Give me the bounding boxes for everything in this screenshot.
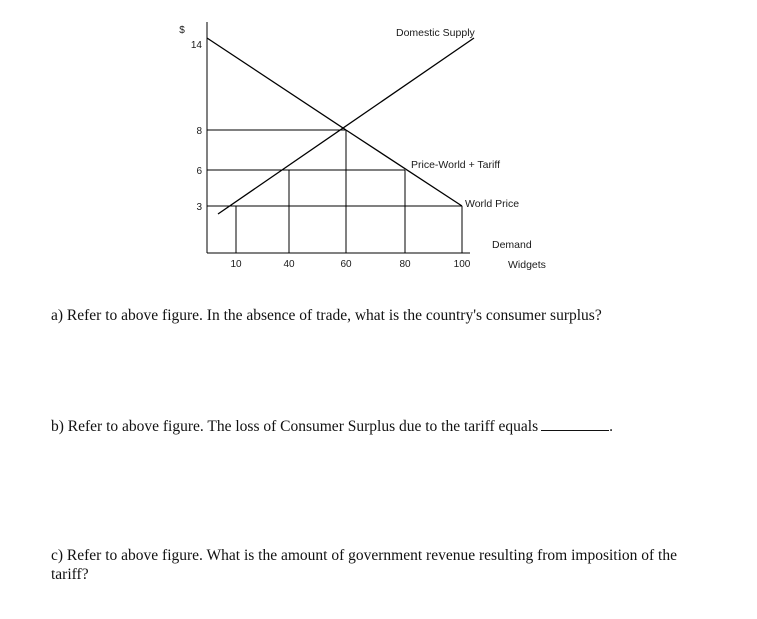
y-tick-8: 8 [196,126,202,137]
question-b-period: . [609,418,614,435]
x-tick-80: 80 [399,259,411,270]
question-a-text: a) Refer to above figure. In the absence of trade, what is the country's consumer surplus? [51,307,602,324]
question-a [51,306,711,325]
answer-blank-line [541,418,609,431]
question-c-text: c) Refer to above figure. What is the amount of government revenue resulting from imposition of the tariff? [51,547,677,583]
x-tick-100: 100 [453,259,471,270]
y-tick-14: 14 [190,40,202,51]
question-b [51,417,711,436]
supply-label: Domestic Supply [396,27,475,39]
chart-svg [0,0,757,290]
x-axis-label: Widgets [508,259,546,271]
y-tick-3: 3 [196,202,202,213]
x-tick-60: 60 [340,259,352,270]
question-b-text: b) Refer to above figure. The loss of Consumer Surplus due to the tariff equals [51,418,539,435]
x-tick-40: 40 [283,259,295,270]
y-tick-6: 6 [196,166,202,177]
world-price-label: World Price [465,198,520,210]
demand-curve-upper [207,38,346,130]
tariff-price-label: Price-World + Tariff [411,159,500,171]
supply-demand-figure [0,0,757,290]
question-c [51,546,691,584]
y-axis-currency-label: $ [179,25,185,36]
demand-label: Demand [492,239,532,251]
x-tick-10: 10 [230,259,242,270]
